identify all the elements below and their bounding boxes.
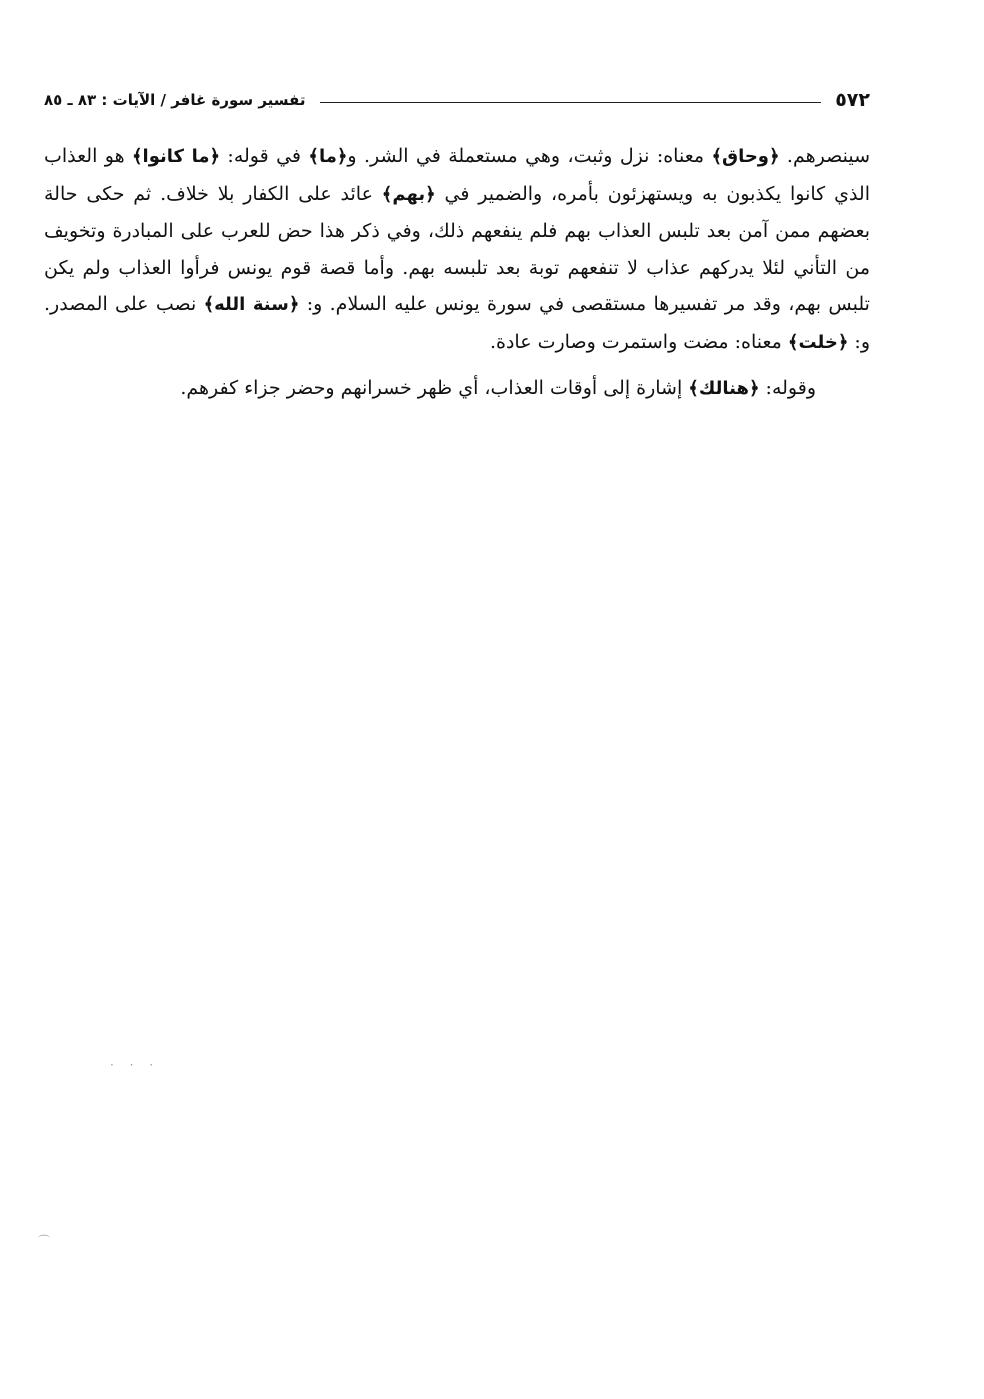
quran-quote: ﴿سنة الله﴾ xyxy=(203,294,300,316)
paragraph-2 xyxy=(44,370,870,408)
text-run: عائد على الكفار بلا خلاف. ثم حكى حالة بعضهم ممن آمن بعد تلبس العذاب بهم فلم ينفعهم ذلك، وفي ذكر هذا حض للعرب على المبادرة وتخويف من التأني لئلا يدركهم عذاب لا تنفعهم توبة بعد تلبسه بهم. وأما قصة قوم يونس فرأوا العذاب ولم يكن تلبس بهم، وقد مر تفسيرها مستقصى في سورة يونس عليه السلام. و: xyxy=(44,182,870,316)
scan-mark: ⌒ xyxy=(38,1234,51,1248)
quran-quote: ﴿وحاق﴾ xyxy=(711,146,780,167)
text-run: نصب على المصدر. و: xyxy=(44,293,870,353)
running-title: تفسير سورة غافر / الآيات : ٨٣ ـ ٨٥ xyxy=(44,91,306,109)
text-run: في قوله: xyxy=(220,145,309,167)
page-header xyxy=(44,86,870,114)
text-run: معناه: نزل وثبت، وهي مستعملة في الشر. و xyxy=(347,145,712,167)
text-run: هو العذاب الذي كانوا يكذبون به ويستهزئون بأمره، والضمير في xyxy=(44,145,870,205)
text-run: وقوله: xyxy=(759,376,816,399)
paragraph-1 xyxy=(44,138,870,362)
quran-quote: ﴿ما كانوا﴾ xyxy=(131,146,221,167)
page-number: ٥٧٢ xyxy=(835,89,870,111)
quran-quote: ﴿هنالك﴾ xyxy=(688,377,760,399)
body-text xyxy=(44,138,870,407)
quran-quote: ﴿بهم﴾ xyxy=(381,183,436,205)
text-run: معناه: مضت واستمرت وصارت عادة. xyxy=(489,330,788,353)
quran-quote: ﴿خلت﴾ xyxy=(787,331,849,353)
quran-quote: ﴿ما﴾ xyxy=(308,146,348,167)
text-run: إشارة إلى أوقات العذاب، أي ظهر خسرانهم وحضر جزاء كفرهم. xyxy=(180,376,689,399)
header-rule xyxy=(320,102,822,103)
text-run: سينصرهم. xyxy=(779,145,870,167)
scan-noise: · · · xyxy=(110,1058,160,1072)
